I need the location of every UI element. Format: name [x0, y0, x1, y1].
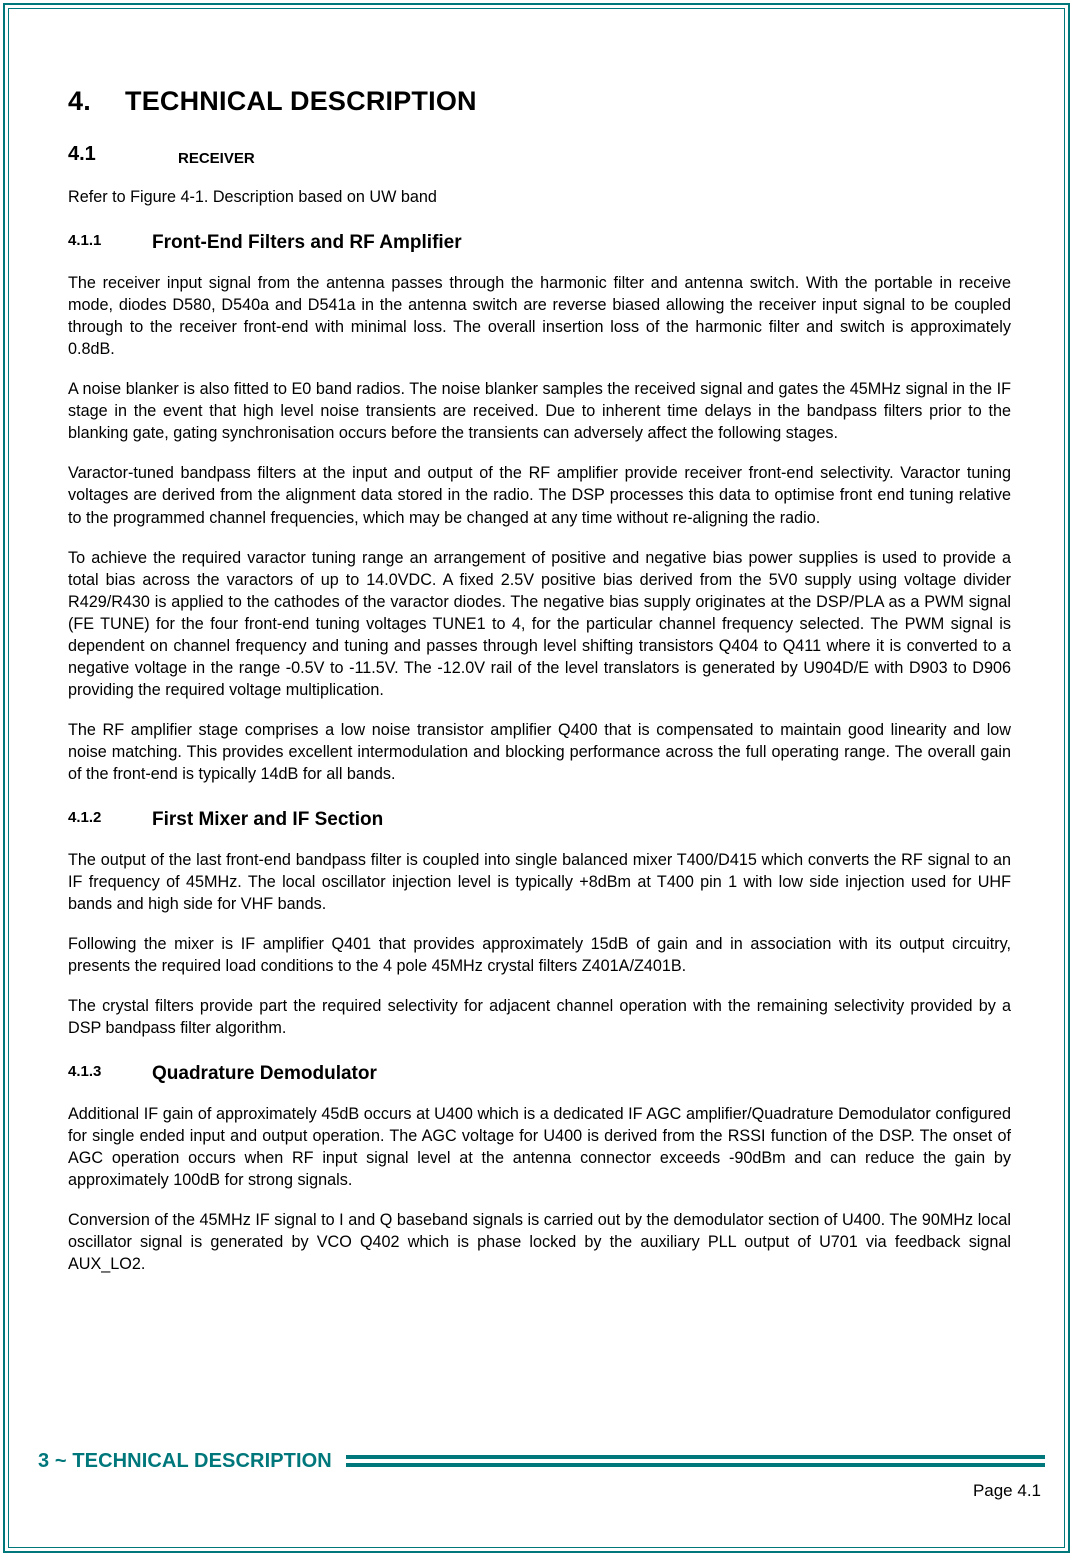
paragraph: The receiver input signal from the antenna passes through the harmonic filter and antenna switch. With the portable in receive mode, diodes D580, D540a and D541a in the antenna switch are reverse biased allowing the receiver input signal to be coupled through to the receiver front-end with minimal loss. The overall insertion loss of the harmonic filter and switch is approximately 0.8dB.: [68, 274, 1011, 359]
subsection-number: 4.1.3: [68, 1062, 102, 1080]
section-number: 4.1: [68, 143, 96, 166]
intro-paragraph: Refer to Figure 4-1. Description based on UW band: [68, 188, 437, 207]
section-heading-4-1: [68, 143, 1011, 168]
subsection-number: 4.1.1: [68, 232, 102, 250]
paragraph: Conversion of the 45MHz IF signal to I and Q baseband signals is carried out by the demodulator section of U400. The 90MHz local oscillator signal is generated by VCO Q402 which is phase locked by the auxiliary PLL output of U701 via feedback signal AUX_LO2.: [68, 1210, 1011, 1273]
footer-rule-bottom: [346, 1463, 1045, 1467]
subsection-title: Quadrature Demodulator: [152, 1062, 377, 1084]
subsection-number: 4.1.2: [68, 808, 102, 826]
footer-title-row: [38, 1450, 1045, 1473]
footer-page-number: Page 4.1: [972, 1481, 1041, 1500]
paragraph: Following the mixer is IF amplifier Q401 that provides approximately 15dB of gain and in association with its output circuitry, presents the required load conditions to the 4 pole 45MHz crystal filters Z401A/Z401B.: [68, 934, 1011, 975]
footer-rule-top: [346, 1455, 1045, 1459]
paragraph: The RF amplifier stage comprises a low noise transistor amplifier Q400 that is compensated to maintain good linearity and low noise matching. This provides excellent intermodulation and blocking performance across the full operating range. The overall gain of the front-end is typically 14dB for all bands.: [68, 720, 1011, 783]
footer-chapter-label: 3 ~ TECHNICAL DESCRIPTION: [38, 1450, 332, 1472]
page-content: [68, 86, 1011, 1275]
chapter-number: 4.: [68, 86, 91, 116]
subsection-heading-4-1-2: [68, 809, 1011, 831]
paragraph: The output of the last front-end bandpass filter is coupled into single balanced mixer T400/D415 which converts the RF signal to an IF frequency of 45MHz. The local oscillator injection level is typically +8dBm at T400 pin 1 with low side injection used for UHF bands and high side for VHF bands.: [68, 850, 1011, 913]
subsection-title: Front-End Filters and RF Amplifier: [152, 232, 462, 254]
subsection-heading-4-1-1: [68, 232, 1011, 254]
paragraph: To achieve the required varactor tuning range an arrangement of positive and negative bias power supplies is used to provide a total bias across the varactors of up to 14.0VDC. A fixed 2.5V positive bias derived from the 5V0 supply using voltage divider R429/R430 is applied to the cathodes of the varactor diodes. The negative bias supply originates at the DSP/PLA as a PWM signal (FE TUNE) for the four front-end tuning voltages TUNE1 to 4, for the particular channel frequency selected. The PWM signal is dependent on channel frequency and tuning and passes through level shifting transistors Q404 to Q411 where it is converted to a negative voltage in the range -0.5V to -11.5V. The -12.0V rail of the level translators is generated by U904D/E with D903 to D906 providing the required voltage multiplication.: [68, 548, 1011, 699]
footer-double-rule: [346, 1455, 1045, 1467]
page-footer: [38, 1450, 1045, 1520]
chapter-heading: [68, 86, 1011, 117]
subsection-title: First Mixer and IF Section: [152, 808, 384, 830]
section-title: receiver: [178, 143, 255, 169]
paragraph: A noise blanker is also fitted to E0 band radios. The noise blanker samples the received signal and gates the 45MHz signal in the IF stage in the event that high level noise transients are received. Due to inherent time delays in the bandpass filters prior to the blanking gate, gating synchronisation occurs before the transients can adversely affect the following stages.: [68, 380, 1011, 443]
paragraph: Varactor-tuned bandpass filters at the input and output of the RF amplifier provide receiver front-end selectivity. Varactor tuning voltages are derived from the alignment data stored in the radio. The DSP processes this data to optimise front end tuning relative to the programmed channel frequencies, which may be changed at any time without re-aligning the radio.: [68, 464, 1011, 527]
chapter-title: TECHNICAL DESCRIPTION: [125, 86, 477, 116]
subsection-heading-4-1-3: [68, 1063, 1011, 1085]
paragraph: Additional IF gain of approximately 45dB occurs at U400 which is a dedicated IF AGC amplifier/Quadrature Demodulator configured for single ended input and output operation. The AGC voltage for U400 is derived from the RSSI function of the DSP. The onset of AGC operation occurs when RF input signal level at the antenna connector exceeds -90dBm and can reduce the gain by approximately 100dB for strong signals.: [68, 1104, 1011, 1189]
paragraph: The crystal filters provide part the required selectivity for adjacent channel operation with the remaining selectivity provided by a DSP bandpass filter algorithm.: [68, 996, 1011, 1037]
